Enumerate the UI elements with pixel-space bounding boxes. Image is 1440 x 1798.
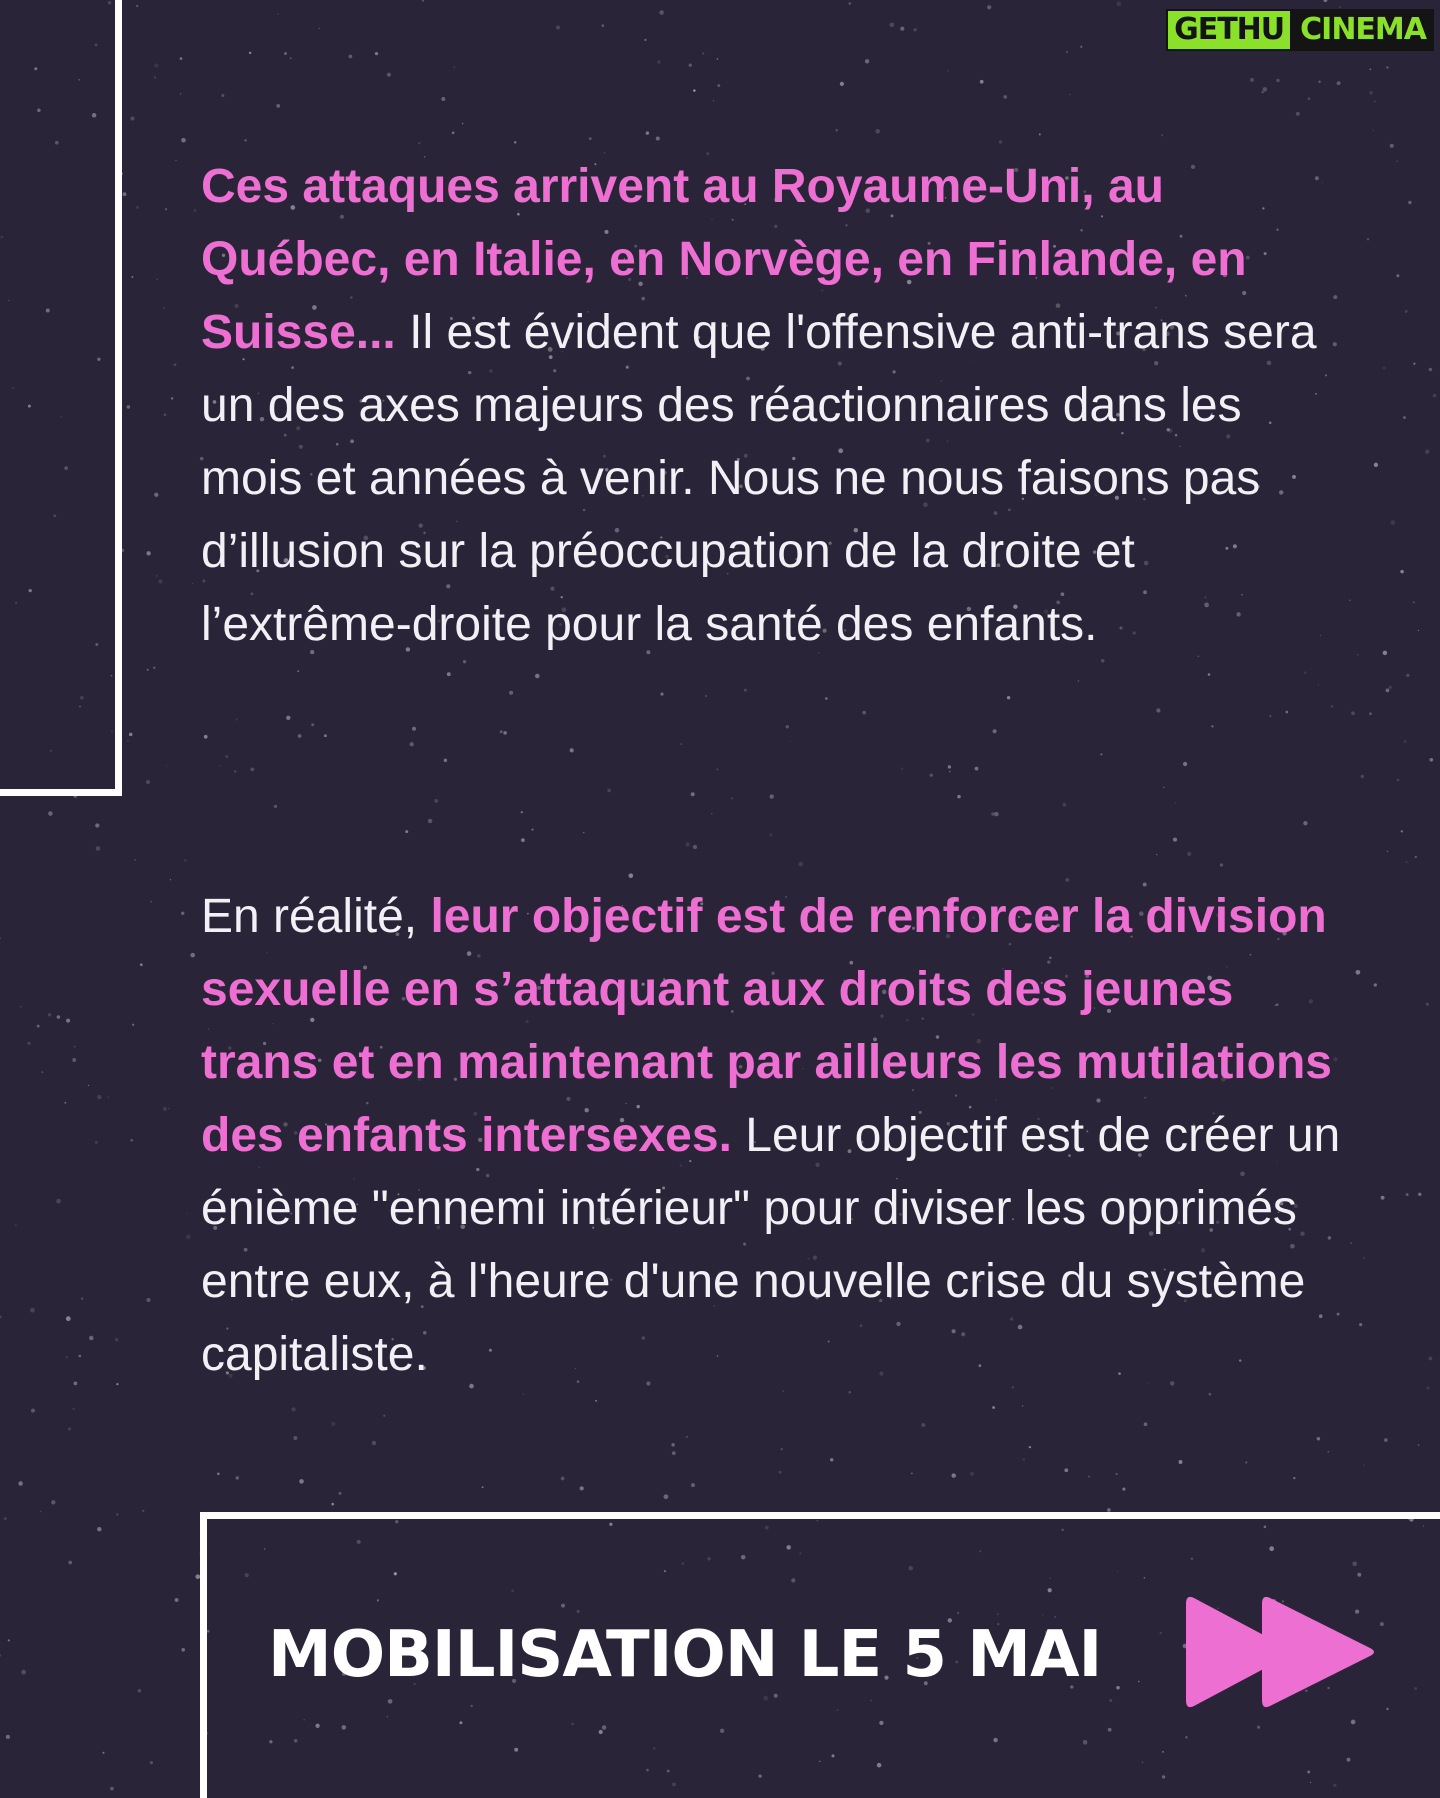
paragraph-2 xyxy=(201,880,1351,1391)
paragraph-2-body: Leur objectif est de créer un énième "ennemi intérieur" pour diviser les opprimés entre eux, à l'heure d'une nouvelle crise du système capitaliste. xyxy=(201,1109,1341,1381)
paragraph-1-highlight: Ces attaques arrivent au Royaume-Uni, au Québec, en Italie, en Norvège, en Finlande, en Suisse... xyxy=(201,160,1247,359)
paragraph-1 xyxy=(201,150,1351,661)
paragraph-2-lead: En réalité, xyxy=(201,890,431,943)
decorative-frame-top-left xyxy=(0,0,122,796)
cta-mobilisation-label: MOBILISATION LE 5 MAI xyxy=(268,1618,1102,1692)
logo-text-part2: CINEMA xyxy=(1292,9,1434,51)
logo-text-part1: GETHU xyxy=(1166,9,1292,51)
paragraph-1-body: Il est évident que l'offensive anti-trans sera un des axes majeurs des réactionnaires dans les mois et années à venir. Nous ne nous faisons pas d’illusion sur la préoccupation de la droite et l’extrême-droite pour la santé des enfants. xyxy=(201,306,1317,651)
paragraph-2-highlight: leur objectif est de renforcer la division sexuelle en s’attaquant aux droits des jeunes trans et en maintenant par ailleurs les mutilations des enfants intersexes. xyxy=(201,890,1332,1162)
watermark-logo xyxy=(1166,10,1434,50)
fast-forward-icon[interactable] xyxy=(1180,1590,1384,1714)
